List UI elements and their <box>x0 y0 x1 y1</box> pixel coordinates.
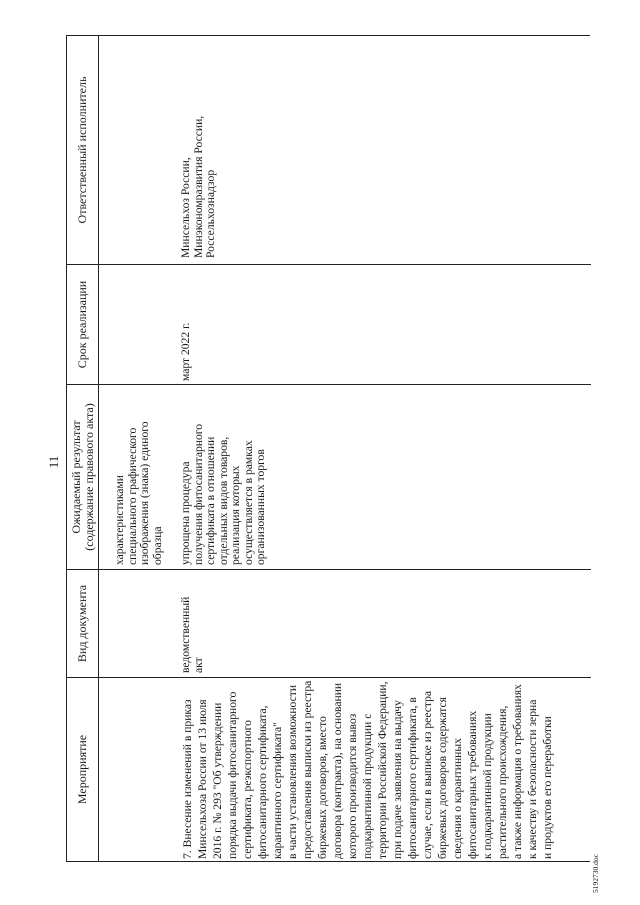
cell-text-line: 2016 г. № 293 "Об утверждении <box>211 702 224 859</box>
cell-text-line: Россельхознадзор <box>204 169 217 258</box>
cell-text-line: изображения (знака) единого <box>138 421 151 565</box>
cell-text-line: Минсельхоз России, <box>179 157 192 258</box>
cell-text-line: организованных торгов <box>254 449 267 565</box>
cell-text-line: осуществляется в рамках <box>241 440 255 565</box>
cell-doc-type <box>180 570 205 677</box>
cell-text-line: получения фитосанитарного <box>191 423 205 565</box>
cell-text-line: образца <box>150 526 164 565</box>
cell-text-line: случае, если в выписке из реестра <box>421 690 434 859</box>
cell-text-line: карантинного сертификата" <box>271 722 284 859</box>
cell-text-line: акт <box>191 657 205 673</box>
column-divider <box>67 569 591 570</box>
measures-table <box>66 35 590 862</box>
cell-text-line: договора (контракта), на основании <box>331 682 344 859</box>
cell-text-line: предоставления выписки из реестра <box>301 680 314 859</box>
cell-text-line: отдельных видов товаров, <box>216 436 230 565</box>
cell-text-line: фитосанитарного сертификата, в <box>406 697 419 859</box>
cell-text-line: в части установления возможности <box>286 684 299 859</box>
cell-text-line: март 2022 г. <box>179 322 192 381</box>
cell-responsible <box>180 36 218 264</box>
header-doc-type <box>67 570 98 677</box>
header-event <box>67 678 98 861</box>
page-number: 11 <box>46 455 61 469</box>
cell-text-line: которого производится вывоз <box>346 713 359 859</box>
header-text: Срок реализации <box>75 280 90 369</box>
cell-text-line: сертификата, реэкспортного <box>241 720 254 859</box>
cell-event <box>180 678 555 861</box>
column-divider <box>67 264 591 265</box>
cell-text-line: территории Российской Федерации, <box>376 681 389 859</box>
cell-text-line: ведомственный <box>179 596 192 673</box>
cell-deadline <box>180 265 193 384</box>
cell-text-line: реализация которых <box>229 465 242 565</box>
cell-text-line: Минсельхоза России от 13 июля <box>196 699 209 859</box>
cell-text-line: при подаче заявления на выдачу <box>391 700 404 859</box>
header-expected-result <box>67 385 98 569</box>
header-text: Ответственный исполнитель <box>75 76 90 224</box>
cell-text-line: упрощена процедура <box>179 461 192 565</box>
cell-text-line: фитосанитарных требованиях <box>466 710 479 859</box>
header-text: (содержание правового акта) <box>81 403 96 551</box>
header-text: Мероприятие <box>75 734 90 805</box>
cell-text-line: фитосанитарного сертификата, <box>256 705 269 859</box>
cell-text-line: сведения о карантинных <box>451 738 464 859</box>
cell-text-line: Минэкономразвития России, <box>191 115 205 258</box>
cell-text-line: к подкарантинной продукции <box>481 713 494 859</box>
header-text: Вид документа <box>75 584 90 663</box>
cell-text-line: а также информация о требованиях <box>511 684 524 859</box>
cell-text-line: биржевых договоров содержатся <box>436 697 449 859</box>
cell-text-line: 7. Внесение изменений в приказ <box>181 699 194 859</box>
cell-text-line: сертификата в отношении <box>204 436 217 565</box>
header-responsible <box>67 36 98 264</box>
header-text: Ожидаемый результат <box>69 420 83 534</box>
cell-expected-result <box>180 385 268 569</box>
cell-text-line: специального графического <box>125 427 139 565</box>
cell-text-line: порядка выдачи фитосанитарного <box>226 691 239 859</box>
cell-expected-result <box>114 385 164 569</box>
file-name-footer: 5192730.doc <box>591 854 600 893</box>
cell-text-line: биржевых договоров, вместо <box>316 716 329 859</box>
cell-text-line: характеристиками <box>113 475 126 565</box>
cell-text-line: подкарантинной продукции с <box>361 713 374 859</box>
cell-text-line: и продуктов его переработки <box>541 716 554 859</box>
cell-text-line: растительного происхождения, <box>496 705 509 859</box>
header-deadline <box>67 265 98 384</box>
cell-text-line: к качеству и безопасности зерна <box>526 699 539 859</box>
